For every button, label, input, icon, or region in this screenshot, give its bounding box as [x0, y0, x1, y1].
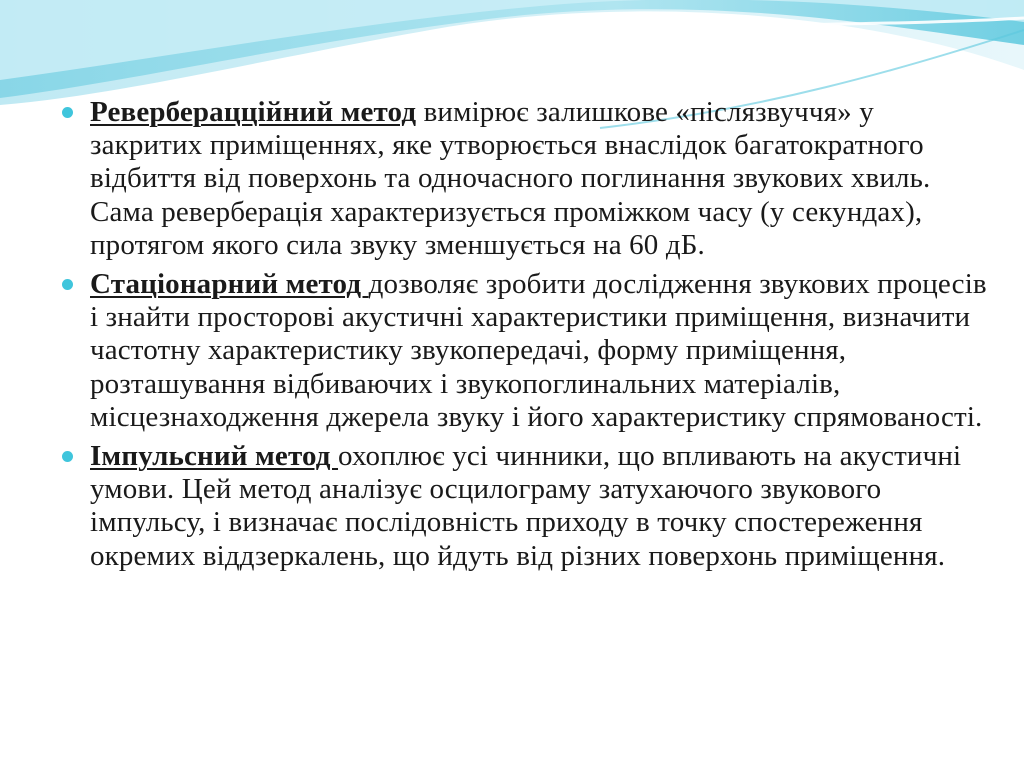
bullet-stationary: [58, 268, 993, 434]
bullet-list: [58, 96, 993, 579]
text-stationary: дозволяє зробити дослідження звукових процесів і знайти просторові акустичні характеристики приміщення, визначити частотну характеристику звукопередачі, форму приміщення, розташування відбиваючих і звукопоглинальних матеріалів, місцезнаходження джерела звуку і його характеристику спрямованості.: [90, 268, 987, 433]
bullet-dot-icon: [62, 107, 73, 118]
term-reverberation: Реверберацційний метод: [90, 96, 417, 128]
text-reverberation: вимірює залишкове «післязвуччя» у закритих приміщеннях, яке утворюється внаслідок багатократного відбиття від поверхонь та одночасного поглинання звукових хвиль. Сама реверберація характеризується проміжком часу (у секундах), протягом якого сила звуку зменшується на 60 дБ.: [90, 96, 931, 261]
term-stationary: Стаціонарний метод: [90, 268, 369, 301]
bullet-dot-icon: [62, 451, 73, 462]
bullet-reverberation: [58, 96, 993, 262]
text-impulse: охоплює усі чинники, що впливають на акустичні умови. Цей метод аналізує осцилограму затухаючого звукового імпульсу, і визначає послідовність приходу в точку спостереження окремих віддзеркалень, що йдуть від різних поверхонь приміщення.: [90, 440, 962, 572]
bullet-impulse: [58, 440, 993, 573]
term-impulse: Імпульсний метод: [90, 440, 339, 473]
bullet-dot-icon: [62, 279, 73, 290]
